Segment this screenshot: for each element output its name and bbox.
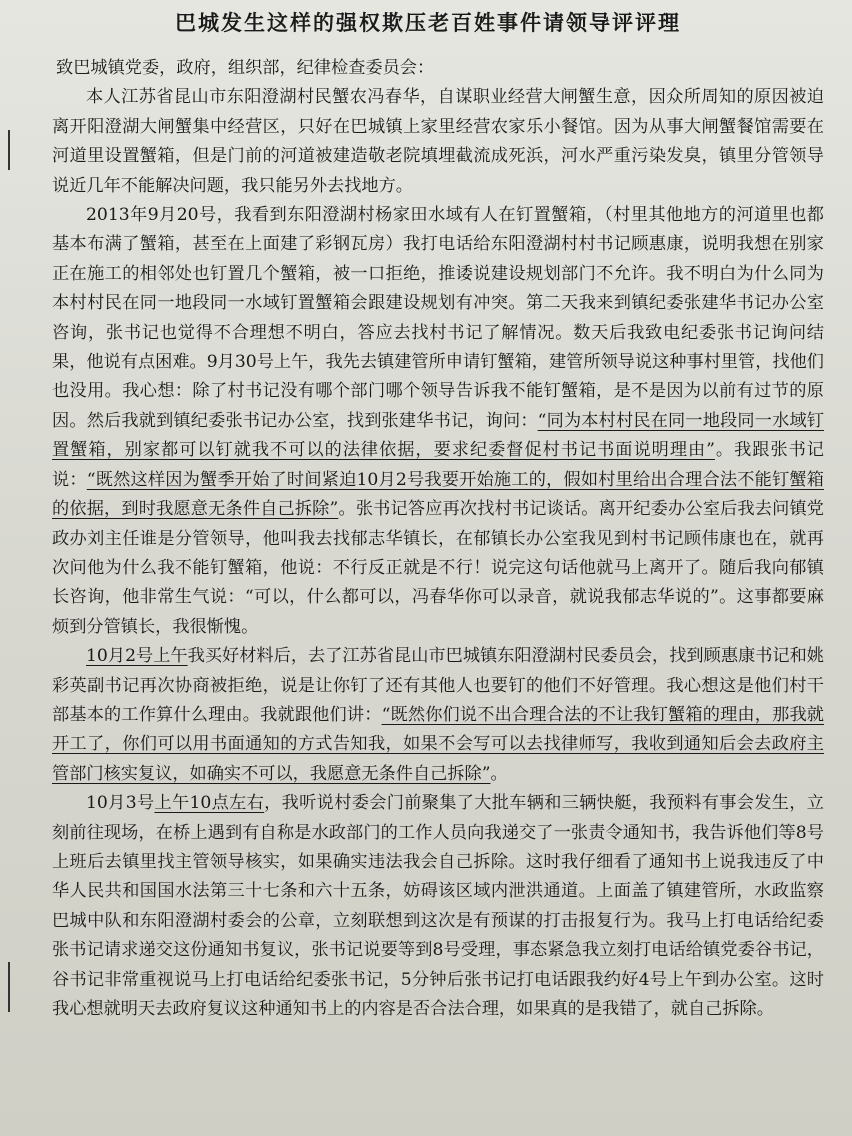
document-title: 巴城发生这样的强权欺压老百姓事件请领导评评理 xyxy=(175,10,681,35)
paragraph-3-text-b: 。 xyxy=(490,763,508,784)
paragraph-3-text-a: 我买好材料后，去了江苏省昆山市巴城镇东阳澄湖村民委员会，找到顾惠康书记和姚彩英副书记再次协商被拒绝，说是让你钉了还有其他人也要钉的他们不好管理。我心想这是他们村干部基本的工作算什么理由。我就跟他们讲： xyxy=(52,646,824,725)
paragraph-2-text-b: 。我跟张书记说： xyxy=(52,440,824,490)
underlined-quote-1: “同为本村村民在同一地段同一水域钉置蟹箱，别家都可以钉就我不可以的法律依据，要求纪委督促村书记书面说明理由” xyxy=(52,410,824,461)
paragraph-3 xyxy=(52,642,824,789)
underlined-date: 10月2号上午 xyxy=(86,646,188,667)
underlined-quote-2: “既然这样因为蟹季开始了时间紧迫10月2号我要开始施工的，假如村里给出合理合法不能钉蟹箱的依据，到时我愿意无条件自己拆除” xyxy=(52,469,824,520)
paragraph-4 xyxy=(52,789,824,1024)
underlined-quote-3: “既然你们说不出合理合法的不让我钉蟹箱的理由，那我就开工了，你们可以用书面通知的方式告知我，如果不会写可以去找律师写，我收到通知后会去政府主管部门核实复议，如确实不可以，我愿意无条件自己拆除” xyxy=(52,704,824,784)
paragraph-1: 本人江苏省昆山市东阳澄湖村民蟹农冯春华，自谋职业经营大闸蟹生意，因众所周知的原因被迫离开阳澄湖大闸蟹集中经营区，只好在巴城镇上家里经营农家乐小餐馆。因为从事大闸蟹餐馆需要在河道里设置蟹箱，但是门前的河道被建造敬老院填埋截流成死浜，河水严重污染发臭，镇里分管领导说近几年不能解决问题，我只能另外去找地方。 xyxy=(52,87,824,196)
paragraph-4-text-a: 10月3号 xyxy=(86,793,155,814)
margin-pencil-mark xyxy=(8,962,10,1012)
paragraph-2-text-a: 2013年9月20号，我看到东阳澄湖村杨家田水域有人在钉置蟹箱，（村里其他地方的河道里也都基本布满了蟹箱，甚至在上面建了彩钢瓦房）我打电话给东阳澄湖村村书记顾惠康，说明我想在别家正在施工的相邻处也钉置几个蟹箱，被一口拒绝，推诿说建设规划部门不允许。我不明白为什么同为本村村民在同一地段同一水域钉置蟹箱会跟建设规划有冲突。第二天我来到镇纪委张建华书记办公室咨询，张书记也觉得不合理想不明白，答应去找村书记了解情况。数天后我致电纪委张书记询问结果，他说有点困难。9月30号上午，我先去镇建管所申请钉蟹箱，建管所领导说这种事村里管，找他们也没用。我心想：除了村书记没有哪个部门哪个领导告诉我不能钉蟹箱，是不是因为以前有过节的原因。然后我就到镇纪委张书记办公室，找到张建华书记，询问： xyxy=(52,205,824,431)
salutation: 致巴城镇党委，政府，组织部，纪律检查委员会： xyxy=(56,58,435,78)
paragraph-2-text-c: 。张书记答应再次找村书记谈话。离开纪委办公室后我去问镇党政办刘主任谁是分管领导，他叫我去找郁志华镇长，在郁镇长办公室我见到村书记顾伟康也在，就再次问他为什么我不能钉蟹箱，他说：不行反正就是不行！说完这句话他就马上离开了。随后我向郁镇长咨询，他非常生气说：“可以，什么都可以，冯春华你可以录音，就说我郁志华说的”。这事都要麻烦到分管镇长，我很惭愧。 xyxy=(52,499,824,637)
underlined-time: 上午10点左右 xyxy=(154,793,265,814)
margin-pencil-mark xyxy=(8,130,10,170)
paragraph-4-text-b: ，我听说村委会门前聚集了大批车辆和三辆快艇，我预料有事会发生，立刻前往现场，在桥上遇到有自称是水政部门的工作人员向我递交了一张责令通知书，我告诉他们等8号上班后去镇里找主管领导核实，如果确实违法我会自己拆除。这时我仔细看了通知书上说我违反了中华人民共和国国水法第三十七条和六十五条，妨碍该区域内泄洪通道。上面盖了镇建管所，水政监察巴城中队和东阳澄湖村委会的公章，立刻联想到这次是有预谋的打击报复行为。我马上打电话给纪委张书记请求递交这份通知书复议，张书记说要等到8号受理，事态紧急我立刻打电话给镇党委谷书记，谷书记非常重视说马上打电话给纪委张书记，5分钟后张书记打电话跟我约好4号上午到办公室。这时我心想就明天去政府复议这种通知书上的内容是否合法合理，如果真的是我错了，就自己拆除。 xyxy=(52,793,824,1019)
paragraph-2 xyxy=(52,201,824,642)
